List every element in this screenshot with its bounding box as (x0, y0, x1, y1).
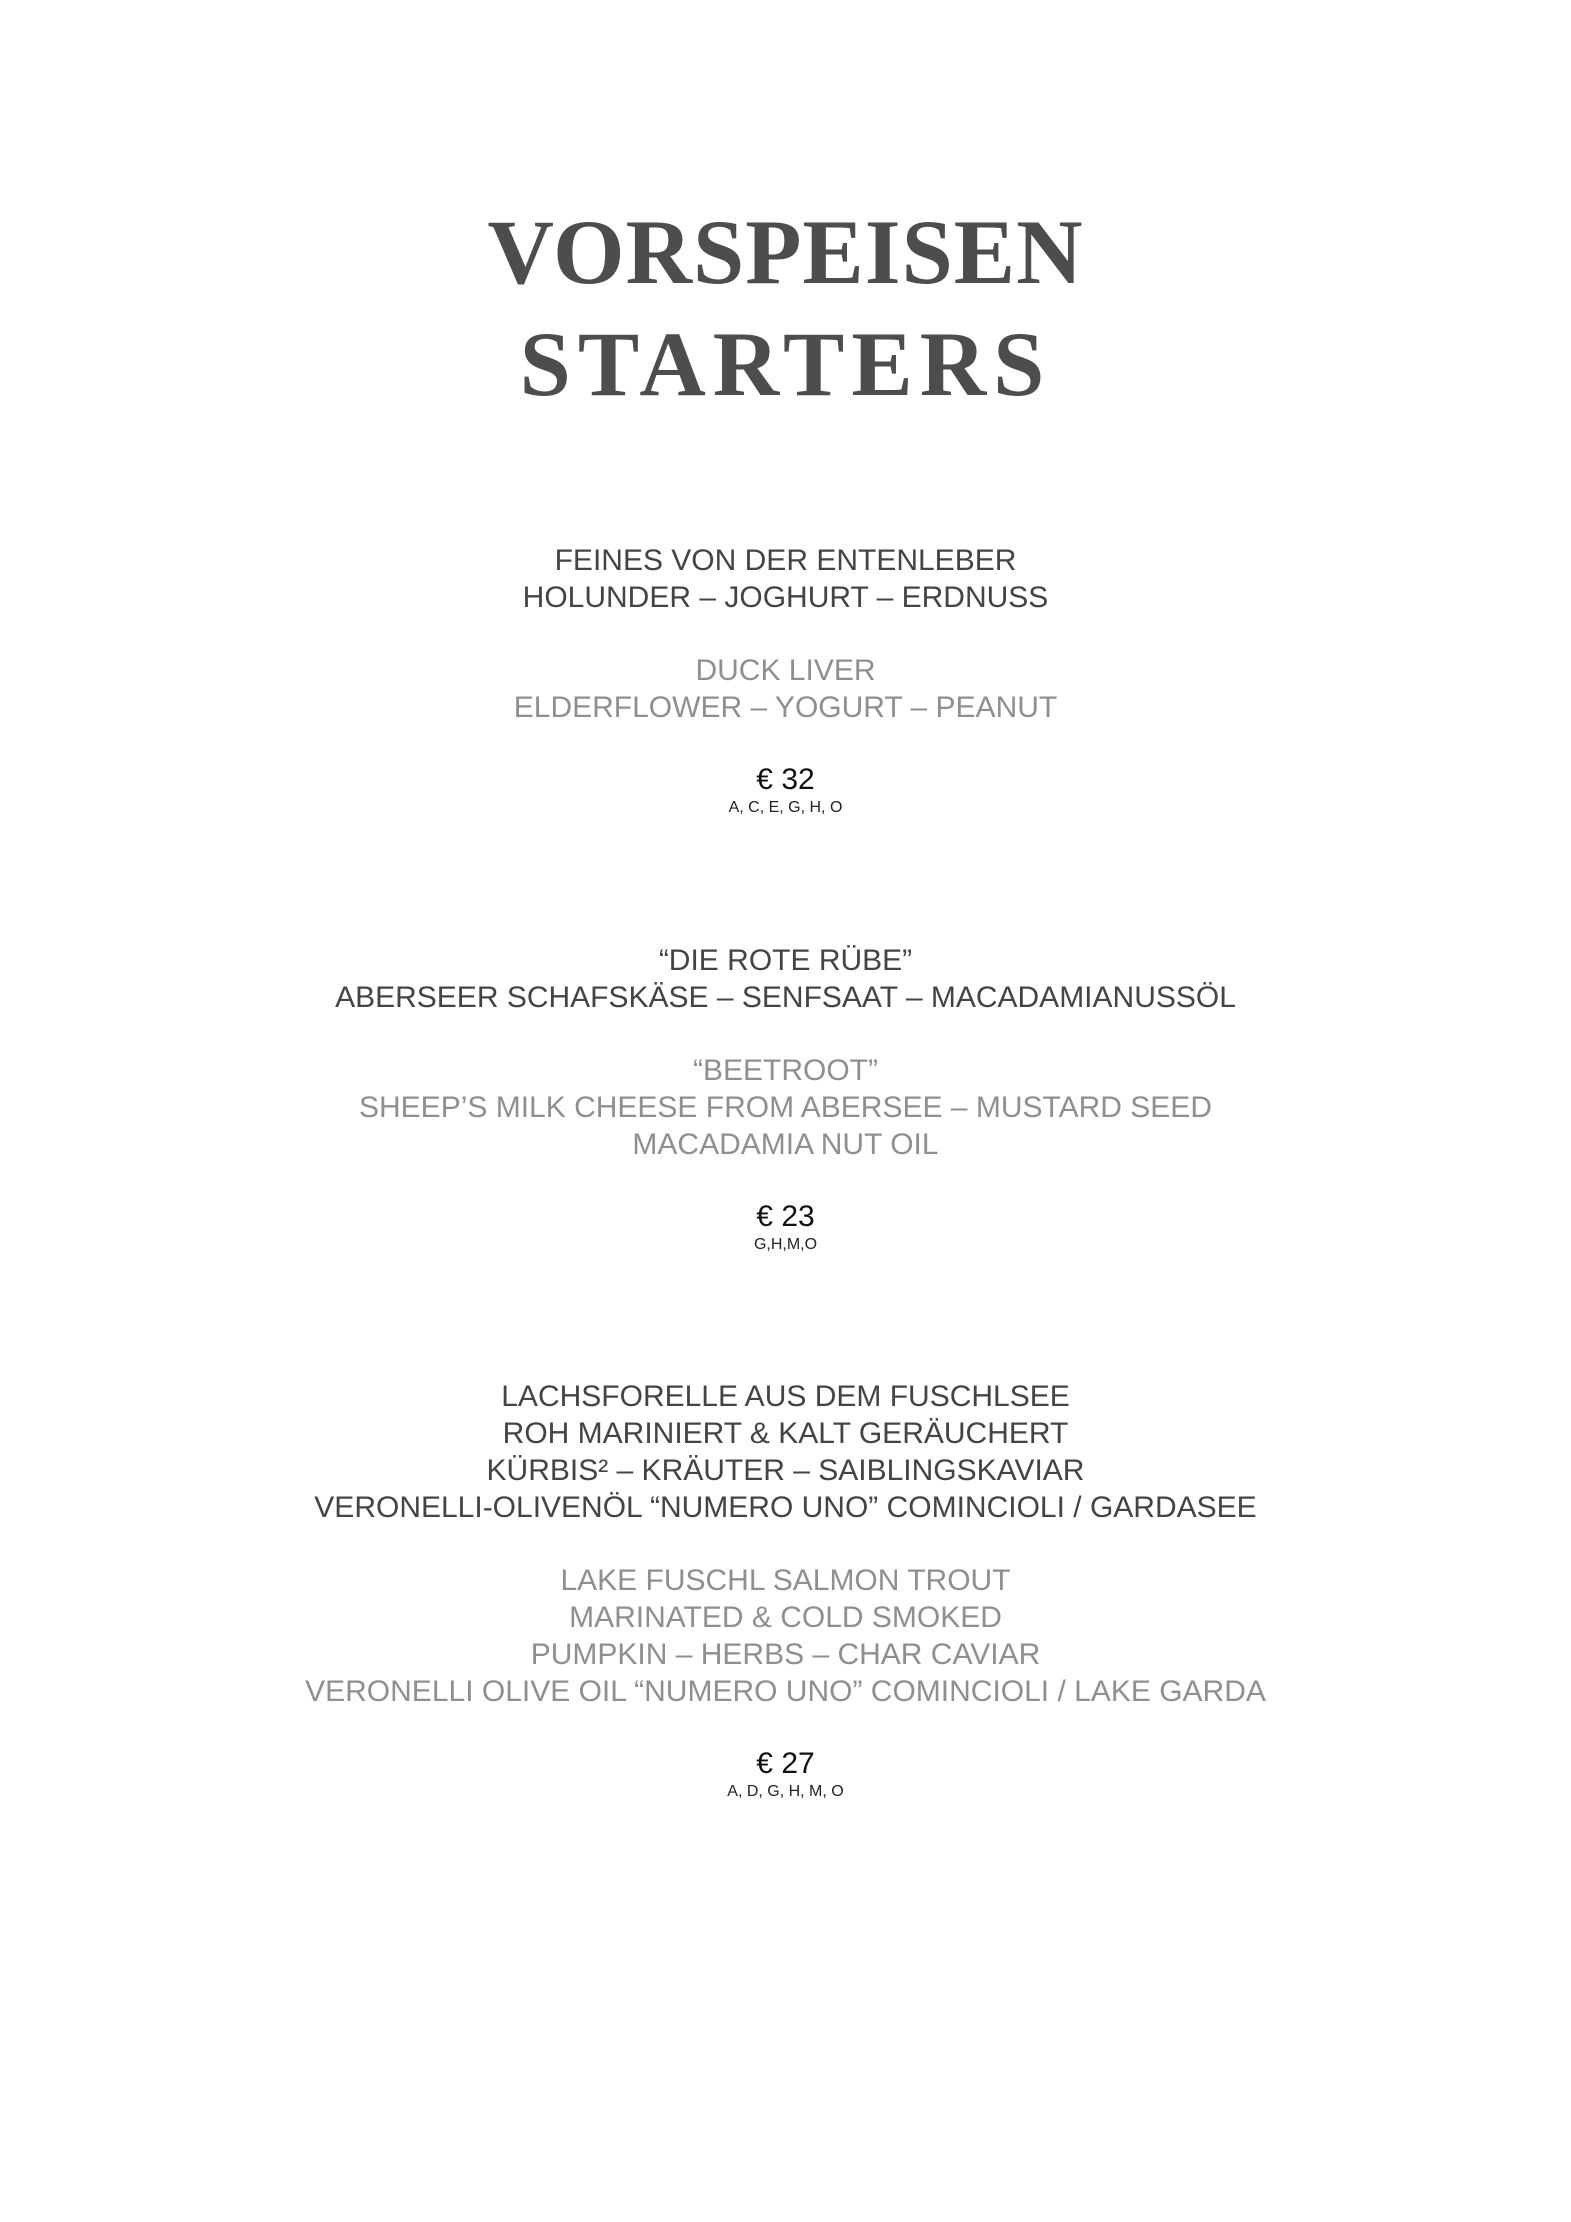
dish-description-english (0, 1562, 1571, 1710)
dish-allergens: A, C, E, G, H, O (728, 799, 843, 816)
dish-allergens: A, D, G, H, M, O (727, 1783, 844, 1800)
dish-line: DUCK LIVER (695, 654, 876, 687)
dish-line: VERONELLI OLIVE OIL “NUMERO UNO” COMINCIOLI / LAKE GARDA (305, 1675, 1266, 1708)
dish-line: KÜRBIS² – KRÄUTER – SAIBLINGSKAVIAR (486, 1454, 1085, 1487)
title-german: VORSPEISEN (487, 201, 1084, 303)
dish-line: SHEEP’S MILK CHEESE FROM ABERSEE – MUSTARD SEED (359, 1091, 1212, 1124)
dish-line: ELDERFLOWER – YOGURT – PEANUT (513, 691, 1058, 724)
dish-line: HOLUNDER – JOGHURT – ERDNUSS (522, 581, 1049, 614)
title-english: STARTERS (519, 313, 1052, 415)
dish-line: VERONELLI-OLIVENÖL “NUMERO UNO” COMINCIOLI / GARDASEE (314, 1491, 1257, 1524)
dish-price: € 32 (756, 763, 815, 796)
dish-price: € 27 (756, 1747, 815, 1780)
dish-line: MACADAMIA NUT OIL (632, 1128, 939, 1161)
dish-line: ABERSEER SCHAFSKÄSE – SENFSAAT – MACADAMIANUSSÖL (335, 981, 1236, 1014)
dish-price: € 23 (756, 1200, 815, 1233)
dish-description-german (0, 942, 1571, 1016)
dish-description-english (0, 652, 1571, 726)
dish-line: LACHSFORELLE AUS DEM FUSCHLSEE (501, 1380, 1070, 1413)
dish-description-english (0, 1052, 1571, 1163)
menu-item (0, 1378, 1571, 1802)
dish-description-german (0, 542, 1571, 616)
dish-line: MARINATED & COLD SMOKED (569, 1601, 1002, 1634)
menu-item (0, 542, 1571, 818)
dish-line: LAKE FUSCHL SALMON TROUT (560, 1564, 1011, 1597)
dish-line: “BEETROOT” (693, 1054, 878, 1087)
page-title (0, 196, 1571, 420)
dish-description-german (0, 1378, 1571, 1526)
dish-line: FEINES VON DER ENTENLEBER (554, 544, 1017, 577)
dish-line: PUMPKIN – HERBS – CHAR CAVIAR (530, 1638, 1041, 1671)
dish-line: “DIE ROTE RÜBE” (658, 944, 913, 977)
dish-allergens: G,H,M,O (753, 1236, 818, 1253)
menu-item (0, 942, 1571, 1255)
dish-line: ROH MARINIERT & KALT GERÄUCHERT (502, 1417, 1069, 1450)
